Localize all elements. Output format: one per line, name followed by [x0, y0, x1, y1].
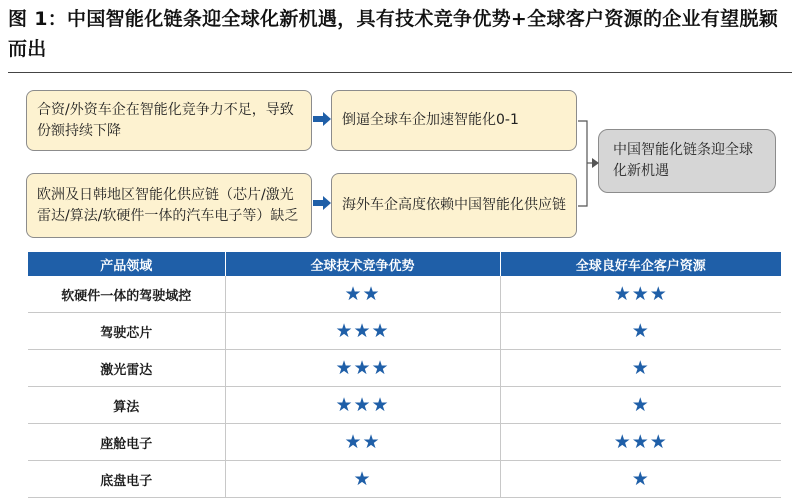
table-header-row: [28, 252, 781, 276]
header-client-resources: 全球良好车企客户资源: [500, 252, 781, 276]
table-row: [28, 461, 781, 498]
tech-rating-stars: ★: [225, 461, 500, 498]
client-rating-stars: ★: [500, 461, 781, 498]
client-rating-stars: ★★★: [500, 276, 781, 313]
flow-box-result: 中国智能化链条迎全球化新机遇: [598, 129, 776, 193]
header-product: 产品领域: [28, 252, 225, 276]
arrow-icon: [312, 196, 332, 210]
header-tech-advantage: 全球技术竞争优势: [225, 252, 500, 276]
flow-box-global-oem-acceleration: 倒逼全球车企加速智能化0-1: [331, 90, 577, 151]
advantage-table: [28, 252, 781, 498]
tech-rating-stars: ★★: [225, 276, 500, 313]
tech-rating-stars: ★★★: [225, 387, 500, 424]
title-divider: [8, 72, 792, 73]
table-row: [28, 313, 781, 350]
flow-box-overseas-supply-gap: 欧洲及日韩地区智能化供应链（芯片/激光雷达/算法/软硬件一体的汽车电子等）缺乏: [26, 173, 312, 238]
flow-box-jv-share-decline: 合资/外资车企在智能化竞争力不足，导致份额持续下降: [26, 90, 312, 151]
product-cell: 座舱电子: [28, 424, 225, 461]
table-row: [28, 387, 781, 424]
flow-box-overseas-reliance: 海外车企高度依赖中国智能化供应链: [331, 173, 577, 238]
client-rating-stars: ★: [500, 350, 781, 387]
tech-rating-stars: ★★★: [225, 350, 500, 387]
table-row: [28, 350, 781, 387]
product-cell: 算法: [28, 387, 225, 424]
client-rating-stars: ★: [500, 387, 781, 424]
figure-title: 图 1：中国智能化链条迎全球化新机遇，具有技术竞争优势+全球客户资源的企业有望脱颖而出: [8, 8, 779, 60]
tech-rating-stars: ★★★: [225, 313, 500, 350]
table-row: [28, 276, 781, 313]
product-cell: 激光雷达: [28, 350, 225, 387]
client-rating-stars: ★: [500, 313, 781, 350]
table-row: [28, 424, 781, 461]
product-cell: 软硬件一体的驾驶域控: [28, 276, 225, 313]
product-cell: 底盘电子: [28, 461, 225, 498]
client-rating-stars: ★★★: [500, 424, 781, 461]
bracket-arrow-icon: [577, 115, 601, 212]
tech-rating-stars: ★★: [225, 424, 500, 461]
arrow-icon: [312, 112, 332, 126]
product-cell: 驾驶芯片: [28, 313, 225, 350]
